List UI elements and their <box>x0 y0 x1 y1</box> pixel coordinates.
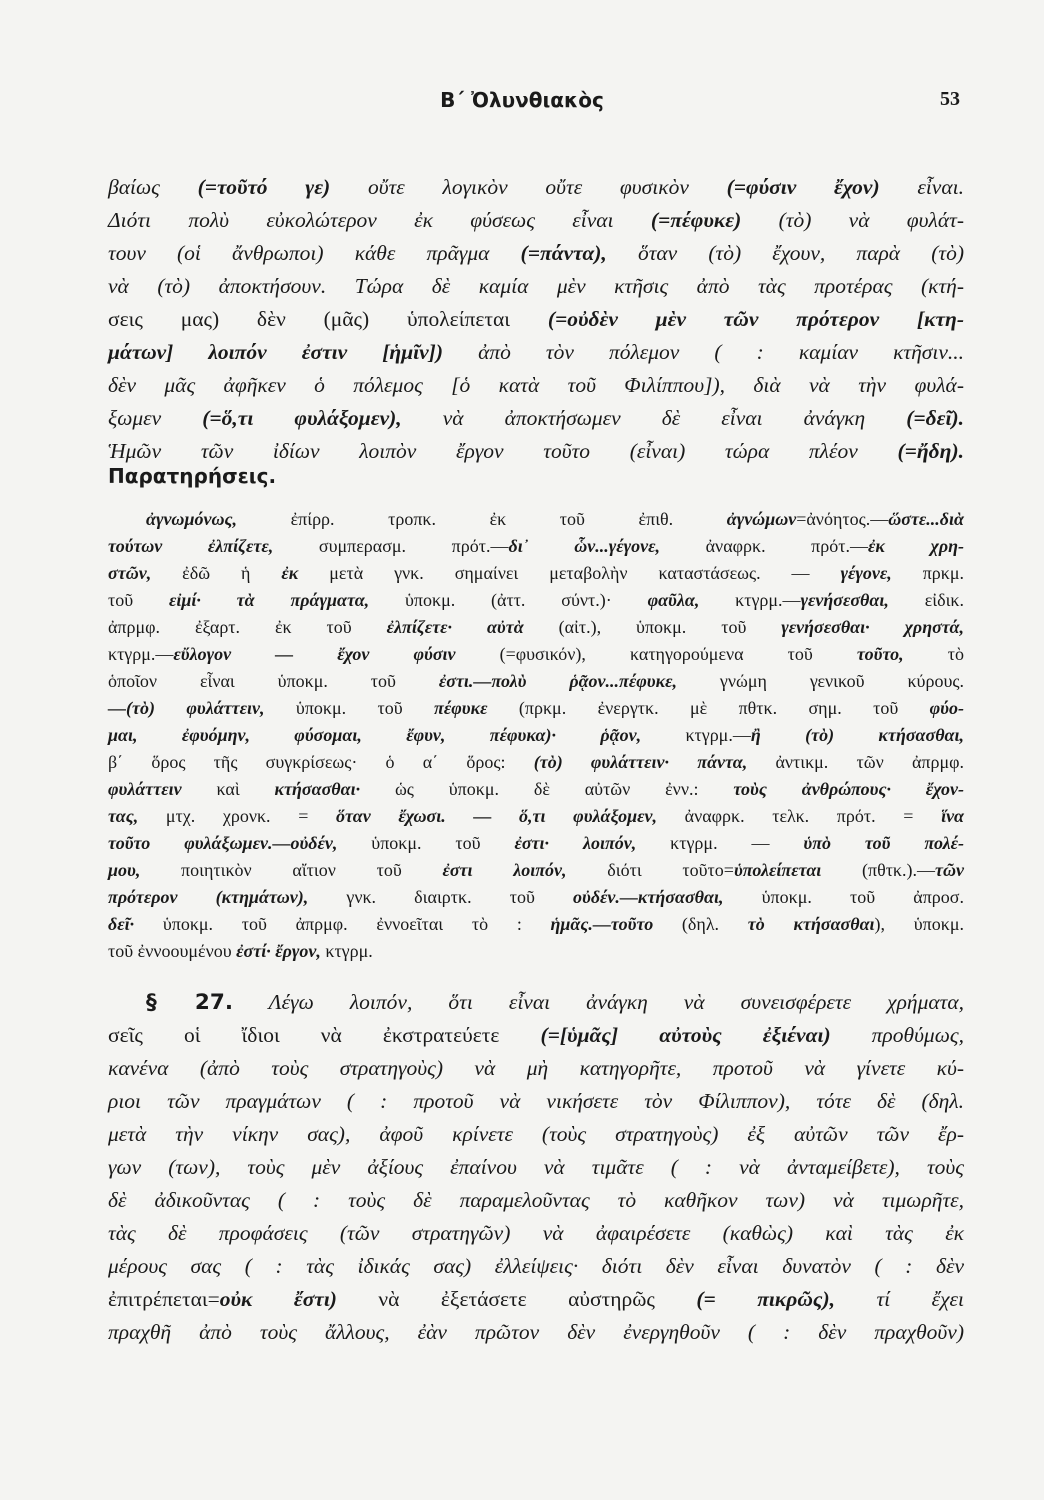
emphasized-text: ὑπολείπεται <box>733 860 822 880</box>
emphasized-text: ὑπὸ τοῦ πολέ- <box>803 833 964 853</box>
emphasized-text: (=πέφυκε) <box>650 208 742 232</box>
text-segment: τί ἔχει <box>835 1287 964 1311</box>
text-segment: κτγρμ.— <box>641 725 751 745</box>
emphasized-text: (=ὅ,τι φυλάξομεν), <box>202 406 402 430</box>
text-line <box>108 1283 964 1316</box>
emphasized-text: κτήσασθαι· <box>274 779 361 799</box>
emphasized-text: τας, <box>108 806 139 826</box>
text-segment: ἐδῶ ἡ <box>151 563 282 583</box>
text-segment: ὑποκμ. τοῦ <box>337 833 515 853</box>
text-line <box>108 695 964 722</box>
section-27-paragraph <box>108 986 964 1349</box>
text-segment: πρκμ. <box>891 563 964 583</box>
emphasized-text: μαι, ἐφυόμην, φύσομαι, ἔφυν, πέφυκα)· ῥᾷον, <box>108 725 642 745</box>
emphasized-text: φαῦλα, <box>647 590 700 610</box>
text-segment: δὲν μᾶς ἀφῆκεν ὁ πόλεμος [ὁ κατὰ τοῦ Φιλίππου]), διὰ νὰ τὴν φυλά- <box>108 373 964 397</box>
emphasized-text: (=δεῖ). <box>906 406 964 430</box>
emphasized-text: δεῖ· <box>108 914 135 934</box>
text-segment: ὁποῖον εἶναι ὑποκμ. τοῦ <box>108 671 439 691</box>
emphasized-text: μάτων] λοιπόν ἐστιν [ἡμῖν]) <box>108 340 444 364</box>
emphasized-text: (=φύσιν ἔχον) <box>726 175 880 199</box>
text-segment: ἐπιτρέπεται= <box>108 1287 220 1311</box>
text-segment: ὑποκμ. τοῦ <box>264 698 435 718</box>
text-line <box>108 303 964 336</box>
emphasized-text: (=ἤδη). <box>897 439 964 463</box>
text-segment: γνώμη γενικοῦ κύρους. <box>677 671 964 691</box>
translation-paragraph <box>108 171 964 468</box>
text-line <box>108 668 964 695</box>
text-segment: τοῦ <box>108 590 169 610</box>
text-line <box>108 1217 964 1250</box>
text-line <box>108 749 964 776</box>
notes-heading: Παρατηρήσεις. <box>108 464 277 488</box>
text-segment: μτχ. χρονκ. = <box>138 806 337 826</box>
text-segment: οὔτε λογικὸν οὔτε φυσικὸν <box>330 175 727 199</box>
text-line <box>108 336 964 369</box>
text-segment: ὑποκμ. τοῦ ἀπροσ. <box>723 887 964 907</box>
text-line <box>108 803 964 830</box>
text-line <box>108 911 964 938</box>
text-line <box>108 857 964 884</box>
notes-block <box>108 506 964 965</box>
emphasized-text: στῶν, <box>108 563 152 583</box>
emphasized-text: εἰμί· τὰ πράγματα, <box>168 590 370 610</box>
text-segment: ἀναφρκ. πρότ.— <box>660 536 868 556</box>
emphasized-text: πρότερον (κτημάτων), <box>108 887 309 907</box>
text-segment: κτγρμ. — <box>636 833 804 853</box>
text-line <box>108 1184 964 1217</box>
text-segment: κτγρμ. <box>320 941 373 961</box>
text-segment: (αἰτ.), ὑποκμ. τοῦ <box>523 617 782 637</box>
emphasized-text: ἐστι· λοιπόν, <box>514 833 637 853</box>
text-segment: τὰς δὲ προφάσεις (τῶν στρατηγῶν) νὰ ἀφαιρέσετε (καθὼς) καὶ τὰς ἐκ <box>108 1221 964 1245</box>
emphasized-text: μου, <box>108 860 141 880</box>
text-line <box>108 587 964 614</box>
text-line <box>108 270 964 303</box>
emphasized-text: (=πάντα), <box>520 241 607 265</box>
page-number: 53 <box>940 88 960 110</box>
text-segment: (δηλ. <box>653 914 748 934</box>
text-segment: πραχθῆ ἀπὸ τοὺς ἄλλους, ἐὰν πρῶτον δὲν ἐνεργηθοῦν ( : δὲν πραχθοῦν) <box>108 1320 964 1344</box>
emphasized-text: τοὺς ἀνθρώπους· ἔχον- <box>733 779 964 799</box>
text-segment: ὅταν (τὸ) ἔχουν, παρὰ (τὸ) <box>606 241 964 265</box>
text-line <box>108 1316 964 1349</box>
text-line <box>108 171 964 204</box>
text-line <box>108 1019 964 1052</box>
text-segment: γνκ. διαιρτκ. τοῦ <box>308 887 573 907</box>
text-segment: σεις μας) δὲν (μᾶς) ὑπολείπεται <box>108 307 548 331</box>
text-line <box>108 1118 964 1151</box>
emphasized-text: ἀγνώμων <box>726 509 797 529</box>
text-line <box>108 204 964 237</box>
text-segment: εἶναι. <box>879 175 964 199</box>
emphasized-text: (=οὐδὲν μὲν τῶν πρότερον [κτη- <box>547 307 964 331</box>
text-segment: ), ὑποκμ. <box>874 914 964 934</box>
emphasized-text: ἢ (τὸ) κτήσασθαι, <box>750 725 965 745</box>
text-segment: νὰ (τὸ) ἀποκτήσουν. Τώρα δὲ καμία μὲν κτῆσις ἀπὸ τὰς προτέρας (κτή- <box>108 274 964 298</box>
emphasized-text: γέγονε, <box>840 563 892 583</box>
emphasized-text: εὔλογον — ἔχον φύσιν <box>173 644 456 664</box>
emphasized-text: οὐκ ἔστι) <box>219 1287 337 1311</box>
text-line <box>108 938 964 965</box>
emphasized-text: ἵνα <box>941 806 965 826</box>
text-line <box>108 506 964 533</box>
text-segment: συμπερασμ. πρότ.— <box>273 536 509 556</box>
text-segment: (πθτκ.).— <box>821 860 935 880</box>
text-segment: ἀπρμφ. ἐξαρτ. ἐκ τοῦ <box>108 617 387 637</box>
text-segment: διότι τοῦτο= <box>566 860 734 880</box>
text-segment: ἐπίρρ. τροπκ. ἐκ τοῦ ἐπιθ. <box>237 509 727 529</box>
text-segment: δὲ ἀδικοῦντας ( : τοὺς δὲ παραμελοῦντας τὸ καθῆκον των) νὰ τιμωρῆτε, <box>108 1188 964 1212</box>
emphasized-text: τούτων ἐλπίζετε, <box>108 536 274 556</box>
text-segment: τὸ <box>903 644 964 664</box>
text-segment: ὡς ὑποκμ. δὲ αὐτῶν ἐνν.: <box>360 779 734 799</box>
emphasized-text: φυλάττειν <box>108 779 182 799</box>
emphasized-text: τοῦτο, <box>856 644 904 664</box>
emphasized-text: δι᾽ ὧν...γέγονε, <box>508 536 661 556</box>
text-line <box>108 776 964 803</box>
emphasized-text: ἐστί· ἔργον, <box>236 941 321 961</box>
emphasized-text: —(τὸ) φυλάττειν, <box>108 698 265 718</box>
text-line <box>108 1250 964 1283</box>
text-segment: ποιητικὸν αἴτιον τοῦ <box>140 860 443 880</box>
emphasized-text: (=[ὑμᾶς] αὐτοὺς ἐξιέναι) <box>540 1023 831 1047</box>
text-segment: ξωμεν <box>108 406 203 430</box>
text-line <box>108 884 964 911</box>
emphasized-text: ὅταν ἔχωσι. — ὅ,τι φυλάξομεν, <box>336 806 657 826</box>
text-segment: κανένα (ἀπὸ τοὺς στρατηγοὺς) νὰ μὴ κατηγορῆτε, προτοῦ νὰ γίνετε κύ- <box>108 1056 964 1080</box>
text-segment: ὑποκμ. τοῦ ἀπρμφ. ἐννοεῖται τὸ : <box>134 914 551 934</box>
text-segment: τοῦ ἐννοουμένου <box>108 941 237 961</box>
emphasized-text: ἡμᾶς.—τοῦτο <box>550 914 654 934</box>
emphasized-text: τοῦτο φυλάξωμεν.—οὐδέν, <box>108 833 338 853</box>
emphasized-text: τὸ κτήσασθαι <box>747 914 875 934</box>
emphasized-text: (=τοῦτό γε) <box>197 175 331 199</box>
section-number: § 27. <box>146 990 234 1015</box>
emphasized-text: οὐδέν.—κτήσασθαι, <box>573 887 724 907</box>
text-line <box>108 986 964 1019</box>
text-segment: μετὰ γνκ. σημαίνει μεταβολὴν καταστάσεως. — <box>298 563 841 583</box>
text-segment: Διότι πολὺ εὐκολώτερον ἐκ φύσεως εἶναι <box>108 208 651 232</box>
text-segment: ἀπὸ τὸν πόλεμον ( : καμίαν κτῆσιν... <box>443 340 964 364</box>
text-segment: κτγρμ.— <box>108 644 174 664</box>
emphasized-text: ἐστι λοιπόν, <box>442 860 567 880</box>
text-segment: ἀντικμ. τῶν ἀπρμφ. <box>747 752 964 772</box>
text-segment: Ἡμῶν τῶν ἰδίων λοιπὸν ἔργον τοῦτο (εἶναι) τώρα πλέον <box>108 439 898 463</box>
text-line <box>108 533 964 560</box>
text-line <box>108 1052 964 1085</box>
emphasized-text: (τὸ) φυλάττειν· πάντα, <box>533 752 748 772</box>
text-segment: νὰ ἀποκτήσωμεν δὲ εἶναι ἀνάγκη <box>401 406 907 430</box>
text-segment: νὰ ἐξετάσετε αὐστηρῶς <box>336 1287 697 1311</box>
text-line <box>108 722 964 749</box>
text-line <box>108 560 964 587</box>
emphasized-text: γενήσεσθαι, <box>800 590 889 610</box>
text-segment: βαίως <box>108 175 198 199</box>
text-segment: εἰδικ. <box>888 590 964 610</box>
running-header-title: Β΄ Ὀλυνθιακὸς <box>440 88 604 112</box>
emphasized-text: (= πικρῶς), <box>696 1287 836 1311</box>
text-line <box>108 1151 964 1184</box>
text-segment: ὑποκμ. (ἀττ. σύντ.)· <box>369 590 648 610</box>
text-segment: καὶ <box>181 779 275 799</box>
text-segment: σεῖς οἱ ἴδιοι νὰ ἐκστρατεύετε <box>108 1023 541 1047</box>
text-line <box>108 1085 964 1118</box>
text-line <box>108 614 964 641</box>
text-segment: (=φυσικόν), κατηγορούμενα τοῦ <box>455 644 857 664</box>
emphasized-text: ἐκ χρη- <box>867 536 965 556</box>
emphasized-text: πέφυκε <box>434 698 488 718</box>
text-segment: ἀναφρκ. τελκ. πρότ. = <box>657 806 942 826</box>
text-segment: (πρκμ. ἐνεργτκ. μὲ πθτκ. σημ. τοῦ <box>487 698 930 718</box>
text-line <box>108 830 964 857</box>
text-line <box>108 369 964 402</box>
text-segment: μέρους σας ( : τὰς ἰδικάς σας) ἐλλείψεις· διότι δὲν εἶναι δυνατὸν ( : δὲν <box>108 1254 964 1278</box>
text-segment: Λέγω λοιπόν, ὅτι εἶναι ἀνάγκη νὰ συνεισφέρετε χρήματα, <box>233 990 964 1014</box>
emphasized-text: γενήσεσθαι· χρηστά, <box>781 617 964 637</box>
text-segment: κτγρμ.— <box>699 590 801 610</box>
text-segment: μετὰ τὴν νίκην σας), ἀφοῦ κρίνετε (τοὺς στρατηγοὺς) ἐξ αὐτῶν τῶν ἔρ- <box>108 1122 964 1146</box>
emphasized-text: ὥστε...διὰ <box>888 509 964 529</box>
emphasized-text: τῶν <box>935 860 964 880</box>
text-line <box>108 237 964 270</box>
text-segment: προθύμως, <box>830 1023 965 1047</box>
emphasized-text: φύο- <box>929 698 964 718</box>
text-segment: =ἀνόητος.— <box>796 509 889 529</box>
emphasized-text: ἐκ <box>281 563 299 583</box>
text-segment: β΄ ὅρος τῆς συγκρίσεως· ὁ α΄ ὅρος: <box>108 752 534 772</box>
text-segment: ριοι τῶν πραγμάτων ( : προτοῦ νὰ νικήσετε τὸν Φίλιππον), τότε δὲ (δηλ. <box>108 1089 964 1113</box>
emphasized-text: ἐλπίζετε· αὐτὰ <box>386 617 524 637</box>
text-line <box>108 402 964 435</box>
text-segment: γων (των), τοὺς μὲν ἀξίους ἐπαίνου νὰ τιμᾶτε ( : νὰ ἀνταμείβετε), τοὺς <box>108 1155 964 1179</box>
emphasized-text: ἐστι.—πολὺ ῥᾷον...πέφυκε, <box>438 671 678 691</box>
text-segment: (τὸ) νὰ φυλάτ- <box>741 208 964 232</box>
text-line <box>108 641 964 668</box>
text-segment: τουν (οἱ ἄνθρωποι) κάθε πρᾶγμα <box>108 241 521 265</box>
emphasized-text: ἀγνωμόνως, <box>146 509 237 529</box>
